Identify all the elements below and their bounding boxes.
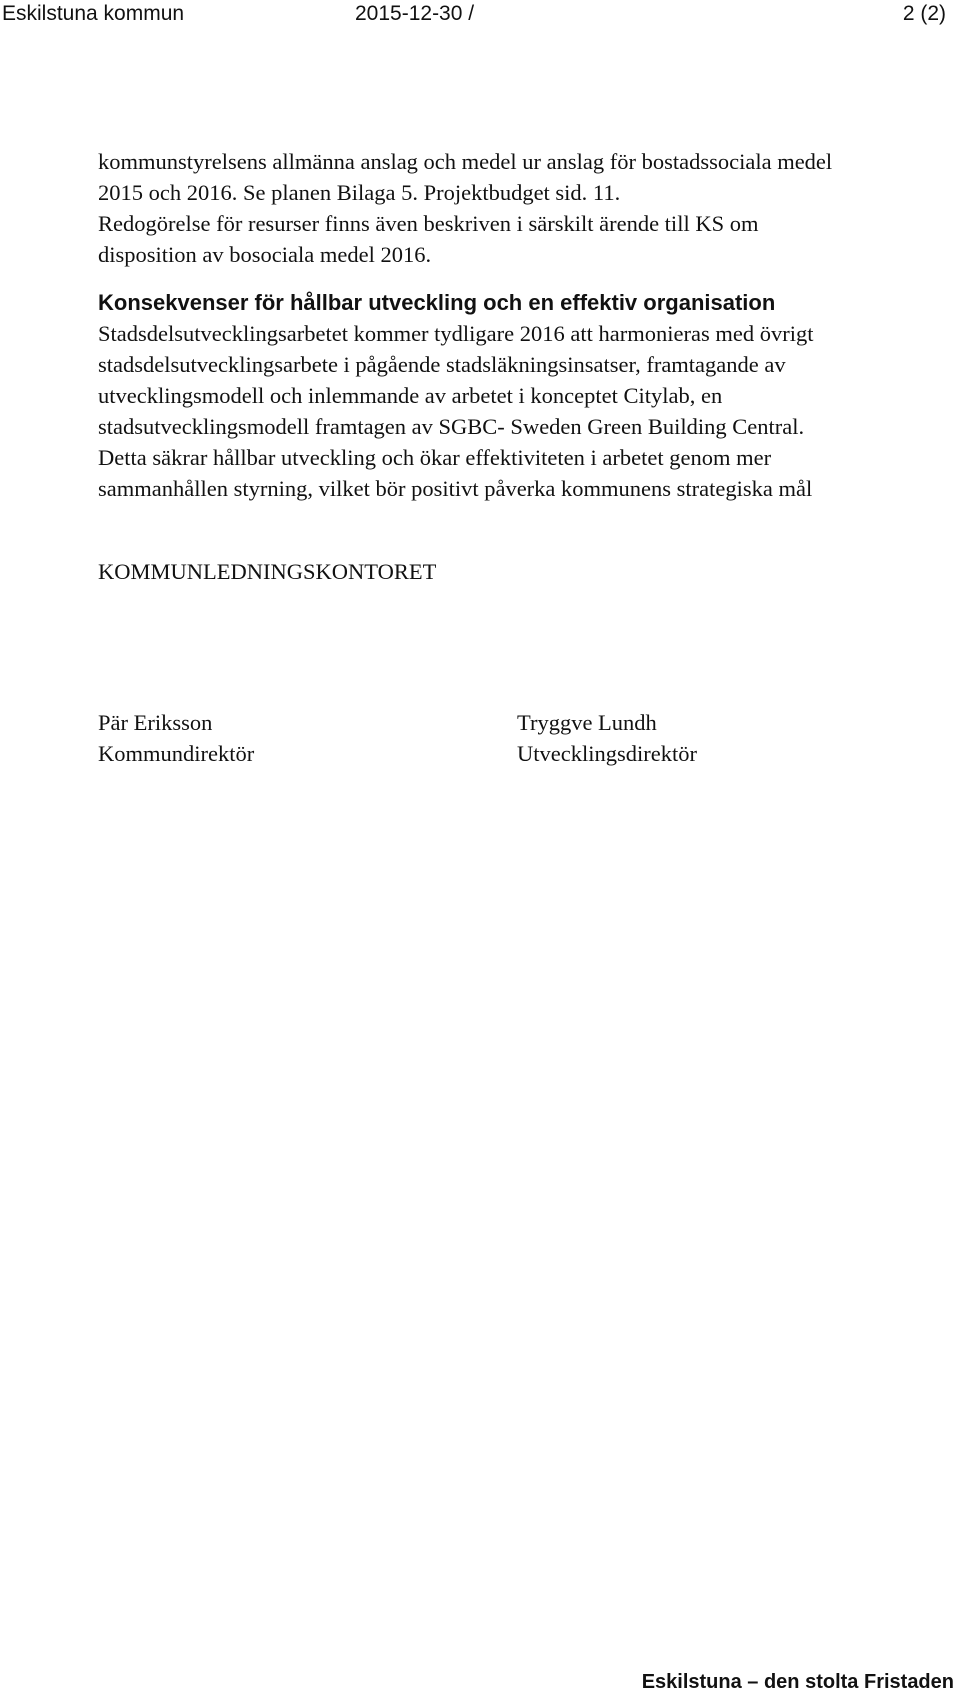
text-line: Stadsdelsutvecklingsarbetet kommer tydligare 2016 att harmonieras med övrigt [98, 321, 814, 346]
section-heading: Konsekvenser för hållbar utveckling och en effektiv organisation [98, 290, 776, 315]
text-line: stadsdelsutvecklingsarbete i pågående stadsläkningsinsatser, framtagande av [98, 352, 786, 377]
document-date: 2015-12-30 / [355, 2, 475, 25]
page-number: 2 (2) [902, 2, 946, 25]
text-line: kommunstyrelsens allmänna anslag och medel ur anslag för bostadssociala medel [98, 149, 833, 174]
department-name: KOMMUNLEDNINGSKONTORET [98, 559, 437, 584]
signatory-name: Pär Eriksson [98, 710, 213, 735]
page-footer: Eskilstuna – den stolta Fristaden [641, 1671, 954, 1693]
text-line: 2015 och 2016. Se planen Bilaga 5. Projektbudget sid. 11. [98, 180, 621, 205]
signatory-title: Utvecklingsdirektör [517, 741, 697, 766]
signature-block [517, 707, 697, 769]
text-line: utvecklingsmodell och inlemmande av arbetet i konceptet Citylab, en [98, 383, 723, 408]
page-header [0, 0, 960, 30]
text-line: sammanhållen styrning, vilket bör positivt påverka kommunens strategiska mål [98, 476, 813, 501]
signatory-name: Tryggve Lundh [517, 710, 657, 735]
section-paragraph [98, 318, 918, 504]
text-line: disposition av bosociala medel 2016. [98, 242, 432, 267]
text-line: Detta säkrar hållbar utveckling och ökar effektiviteten i arbetet genom mer [98, 445, 772, 470]
signatory-title: Kommundirektör [98, 741, 255, 766]
text-line: stadsutvecklingsmodell framtagen av SGBC- Sweden Green Building Central. [98, 414, 805, 439]
intro-paragraph [98, 146, 918, 270]
organization-name: Eskilstuna kommun [2, 2, 185, 25]
document-body [98, 146, 918, 504]
signature-block [98, 707, 254, 769]
text-line: Redogörelse för resurser finns även beskriven i särskilt ärende till KS om [98, 211, 759, 236]
